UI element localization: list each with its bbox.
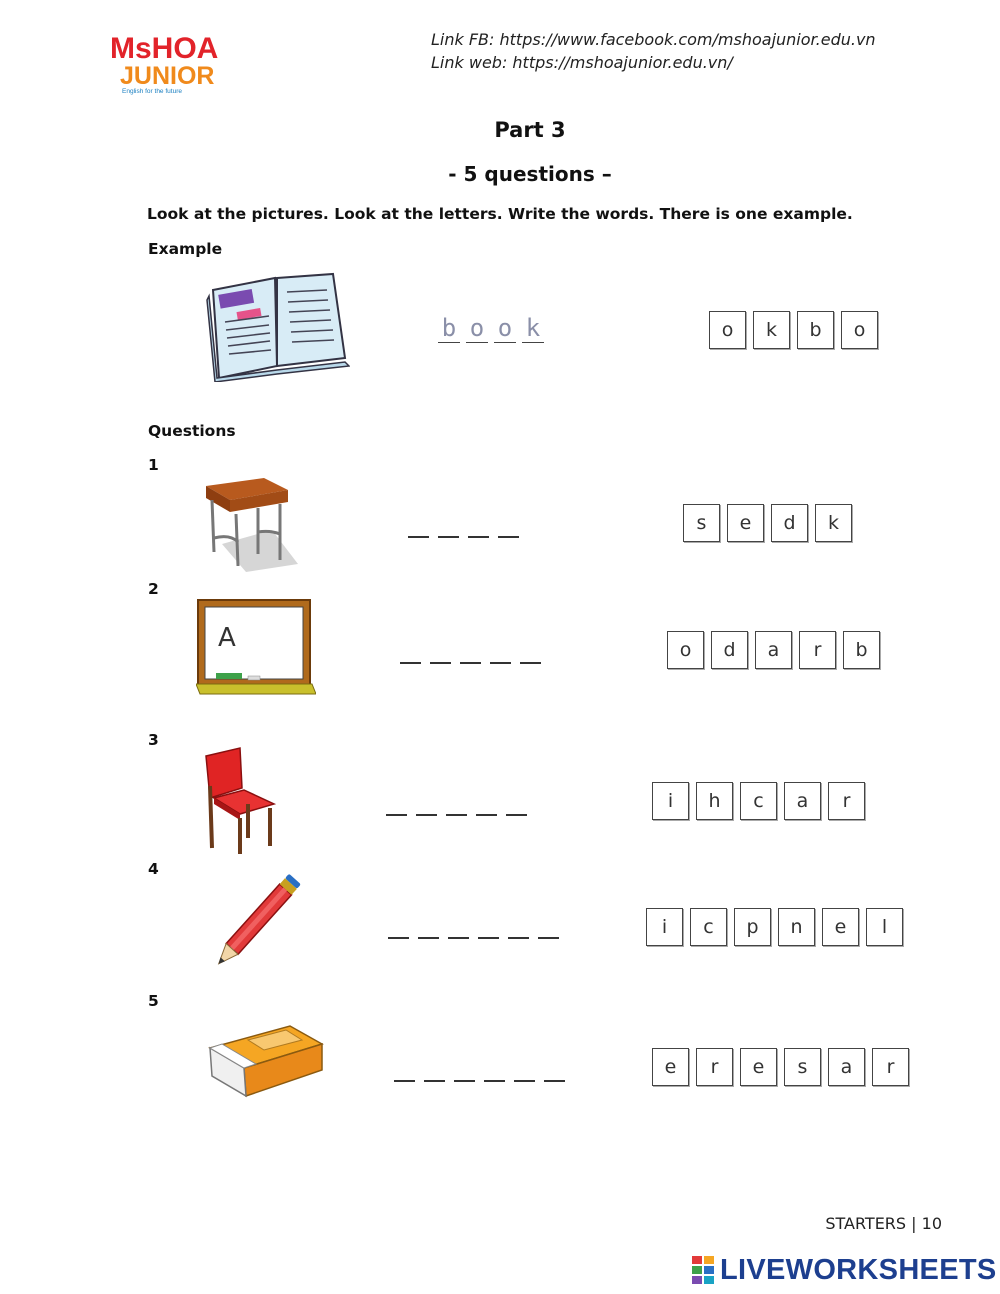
letter-box: e [727, 504, 764, 542]
example-answer-letter: o [494, 314, 516, 343]
blank[interactable] [448, 937, 469, 939]
instruction-text: Look at the pictures. Look at the letters. Write the words. There is one example. [147, 205, 853, 223]
letter-box: l [866, 908, 903, 946]
website-link[interactable]: Link web: https://mshoajunior.edu.vn/ [431, 53, 733, 72]
letter-box: p [734, 908, 771, 946]
liveworksheets-icon [692, 1256, 716, 1284]
pencil-picture [205, 872, 313, 976]
blank[interactable] [490, 662, 511, 664]
letter-boxes [652, 782, 865, 820]
liveworksheets-brand: LIVEWORKSHEETS [720, 1254, 997, 1286]
blank[interactable] [478, 937, 499, 939]
example-answer-letter: o [466, 314, 488, 343]
blank[interactable] [508, 937, 529, 939]
questions-label: Questions [148, 422, 236, 440]
eraser-picture [204, 1020, 328, 1114]
blank[interactable] [544, 1080, 565, 1082]
svg-text:MsHOA: MsHOA [110, 32, 219, 65]
letter-box: c [740, 782, 777, 820]
letter-boxes [667, 631, 880, 669]
letter-box: k [815, 504, 852, 542]
blank[interactable] [514, 1080, 535, 1082]
letter-box: a [784, 782, 821, 820]
blank[interactable] [484, 1080, 505, 1082]
letter-box: a [755, 631, 792, 669]
letter-box: s [683, 504, 720, 542]
blank[interactable] [538, 937, 559, 939]
answer-blanks[interactable] [400, 662, 541, 664]
blank[interactable] [468, 536, 489, 538]
letter-box: o [709, 311, 746, 349]
board-letter: A [218, 623, 236, 653]
letter-box: h [696, 782, 733, 820]
blank[interactable] [430, 662, 451, 664]
letter-box: b [797, 311, 834, 349]
letter-boxes [652, 1048, 909, 1086]
blank[interactable] [438, 536, 459, 538]
letter-box: i [646, 908, 683, 946]
question-number: 5 [148, 992, 159, 1010]
page-number: STARTERS | 10 [825, 1214, 942, 1233]
blank[interactable] [454, 1080, 475, 1082]
blank[interactable] [418, 937, 439, 939]
page-subtitle: - 5 questions – [448, 162, 612, 186]
question-number: 2 [148, 580, 159, 598]
blank[interactable] [520, 662, 541, 664]
example-answer [438, 314, 544, 343]
letter-box: k [753, 311, 790, 349]
blank[interactable] [400, 662, 421, 664]
blank[interactable] [424, 1080, 445, 1082]
letter-box: e [822, 908, 859, 946]
letter-box: o [667, 631, 704, 669]
question-number: 3 [148, 731, 159, 749]
answer-blanks[interactable] [408, 536, 519, 538]
blank[interactable] [408, 536, 429, 538]
answer-blanks[interactable] [388, 937, 559, 939]
letter-box: e [652, 1048, 689, 1086]
letter-boxes [646, 908, 903, 946]
blank[interactable] [386, 814, 407, 816]
letter-boxes [683, 504, 852, 542]
letter-box: i [652, 782, 689, 820]
chair-picture [200, 746, 284, 860]
letter-box: r [799, 631, 836, 669]
letter-box: r [696, 1048, 733, 1086]
blank[interactable] [446, 814, 467, 816]
letter-box: n [778, 908, 815, 946]
liveworksheets-logo [692, 1254, 997, 1286]
blank[interactable] [388, 937, 409, 939]
letter-box: s [784, 1048, 821, 1086]
book-picture [205, 270, 350, 386]
letter-box: r [872, 1048, 909, 1086]
question-number: 1 [148, 456, 159, 474]
desk-picture [202, 472, 300, 576]
blank[interactable] [460, 662, 481, 664]
facebook-link[interactable]: Link FB: https://www.facebook.com/mshoajunior.edu.vn [431, 30, 876, 49]
example-answer-letter: b [438, 314, 460, 343]
question-number: 4 [148, 860, 159, 878]
letter-box: c [690, 908, 727, 946]
blank[interactable] [394, 1080, 415, 1082]
svg-text:JUNIOR: JUNIOR [120, 62, 215, 90]
blank[interactable] [506, 814, 527, 816]
letter-box: d [771, 504, 808, 542]
page-title: Part 3 [494, 118, 566, 142]
letter-box: e [740, 1048, 777, 1086]
mshoa-junior-logo [108, 30, 238, 96]
blank[interactable] [498, 536, 519, 538]
svg-text:English for the future: English for the future [122, 88, 182, 95]
example-answer-letter: k [522, 314, 544, 343]
letter-box: r [828, 782, 865, 820]
letter-box: b [843, 631, 880, 669]
example-label: Example [148, 240, 223, 258]
answer-blanks[interactable] [394, 1080, 565, 1082]
letter-box: a [828, 1048, 865, 1086]
example-letter-boxes [709, 311, 878, 349]
whiteboard-picture [196, 598, 316, 702]
answer-blanks[interactable] [386, 814, 527, 816]
blank[interactable] [416, 814, 437, 816]
blank[interactable] [476, 814, 497, 816]
letter-box: o [841, 311, 878, 349]
letter-box: d [711, 631, 748, 669]
